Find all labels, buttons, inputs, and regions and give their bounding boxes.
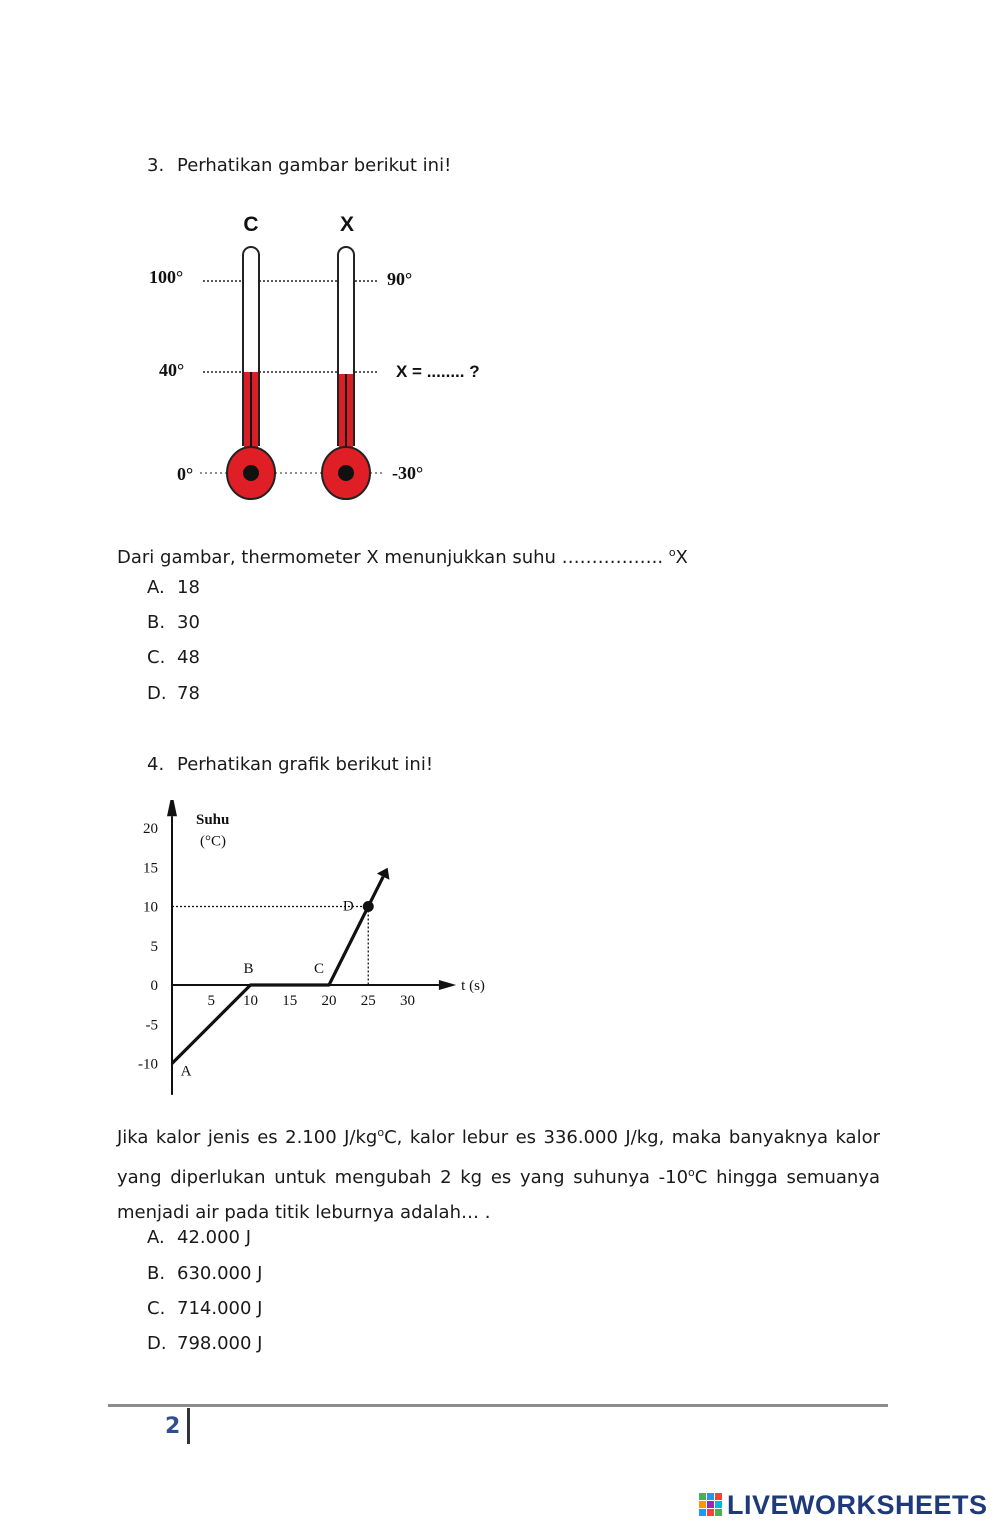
option-letter: B. <box>147 1263 166 1284</box>
page-number: 2 <box>165 1414 181 1439</box>
q3-stem-unit: X <box>675 547 688 568</box>
y-tick-label: 20 <box>143 821 158 837</box>
option-letter: C. <box>147 1298 166 1319</box>
temperature-time-chart <box>130 800 500 1100</box>
q3-prompt: Perhatikan gambar berikut ini! <box>177 155 452 176</box>
q4-prompt: Perhatikan grafik berikut ini! <box>177 754 434 775</box>
thermometer-c-label: C <box>243 213 259 236</box>
option-text: 630.000 J <box>177 1263 263 1284</box>
q4-stem-line-1: Jika kalor jenis es 2.100 $J/kg^oC$, kalor lebur es 336.000 J/kg, maka banyaknya kalor <box>117 1126 880 1148</box>
q3-number: 3. <box>147 155 165 176</box>
point-label-c: C <box>313 961 325 977</box>
q4-stem-line-2: yang diperlukan untuk mengubah 2 kg es yang suhunya -10$^o$C hingga semuanya <box>117 1166 880 1188</box>
point-d-marker <box>363 901 374 912</box>
option-letter: A. <box>147 577 165 598</box>
c-scale-mid: 40° <box>159 360 185 380</box>
y-tick-label: 5 <box>150 938 158 955</box>
option-text: 798.000 J <box>177 1333 263 1354</box>
option-text: 48 <box>177 647 200 668</box>
option-text: 30 <box>177 612 200 633</box>
x-axis-label: t (s) <box>461 978 485 994</box>
liveworksheets-logo <box>698 1488 988 1522</box>
footer-divider <box>108 1404 888 1407</box>
q4-stem-line-3: menjadi air pada titik leburnya adalah… . <box>117 1202 491 1223</box>
q4-number: 4. <box>147 754 165 775</box>
x-axis-arrow <box>439 980 456 990</box>
option-text: 714.000 J <box>177 1298 263 1319</box>
q4-stem <box>117 1115 880 1230</box>
q3-stem <box>117 541 688 570</box>
option-text: 42.000 J <box>177 1227 252 1248</box>
q3-stem-unit-sup: o <box>668 546 676 559</box>
option-letter: D. <box>147 683 167 704</box>
x-tick-label: 10 <box>243 993 258 1009</box>
y-tick-label: 0 <box>150 978 158 994</box>
option-letter: B. <box>147 612 166 633</box>
thermometer-x <box>322 247 370 499</box>
thermometer-figure <box>140 205 520 515</box>
x-tick-label: 30 <box>400 993 415 1009</box>
thermometer-x-label: X <box>339 213 355 236</box>
q4-option-b[interactable] <box>147 1262 262 1286</box>
y-axis-label-line2: (°C) <box>200 833 226 850</box>
liveworksheets-logo-text: LIVEWORKSHEETS <box>727 1489 988 1520</box>
q3-option-a[interactable] <box>147 576 200 600</box>
c-scale-top: 100° <box>149 267 184 287</box>
q4-heading <box>147 753 433 777</box>
x-tick-label: 5 <box>207 993 215 1009</box>
point-label-a: A <box>180 1063 192 1080</box>
y-tick-label: 10 <box>143 899 158 916</box>
q3-option-c[interactable] <box>147 646 200 670</box>
q4-option-c[interactable] <box>147 1297 262 1321</box>
q4-option-a[interactable] <box>147 1226 251 1250</box>
option-text: 78 <box>177 683 200 704</box>
thermometer-c <box>227 247 275 499</box>
point-label-b: B <box>243 961 254 977</box>
point-label-d: D <box>342 898 354 915</box>
y-tick-label: -10 <box>138 1056 158 1073</box>
q3-heading <box>147 154 451 178</box>
x-scale-mid: X = ........ ? <box>396 362 480 381</box>
q4-option-d[interactable] <box>147 1332 262 1356</box>
page-number-bar <box>187 1408 190 1444</box>
option-text: 18 <box>177 577 200 598</box>
option-letter: A. <box>147 1227 165 1248</box>
x-scale-bottom: -30° <box>392 463 424 483</box>
q3-option-b[interactable] <box>147 611 200 635</box>
x-tick-label: 25 <box>360 993 376 1009</box>
x-tick-label: 20 <box>321 993 337 1009</box>
x-tick-label: 15 <box>282 993 298 1009</box>
q3-stem-text: Dari gambar, thermometer X menunjukkan suhu …………….. <box>117 547 669 568</box>
y-tick-label: -5 <box>145 1017 158 1034</box>
y-tick-label: 15 <box>143 860 158 877</box>
y-axis-arrow <box>167 800 177 816</box>
q3-option-d[interactable] <box>147 682 200 706</box>
c-scale-bottom: 0° <box>177 464 194 484</box>
y-axis-label-line1: Suhu <box>196 812 230 829</box>
x-scale-top: 90° <box>387 269 413 289</box>
liveworksheets-logo-icon <box>698 1492 724 1518</box>
option-letter: D. <box>147 1333 167 1354</box>
option-letter: C. <box>147 647 166 668</box>
